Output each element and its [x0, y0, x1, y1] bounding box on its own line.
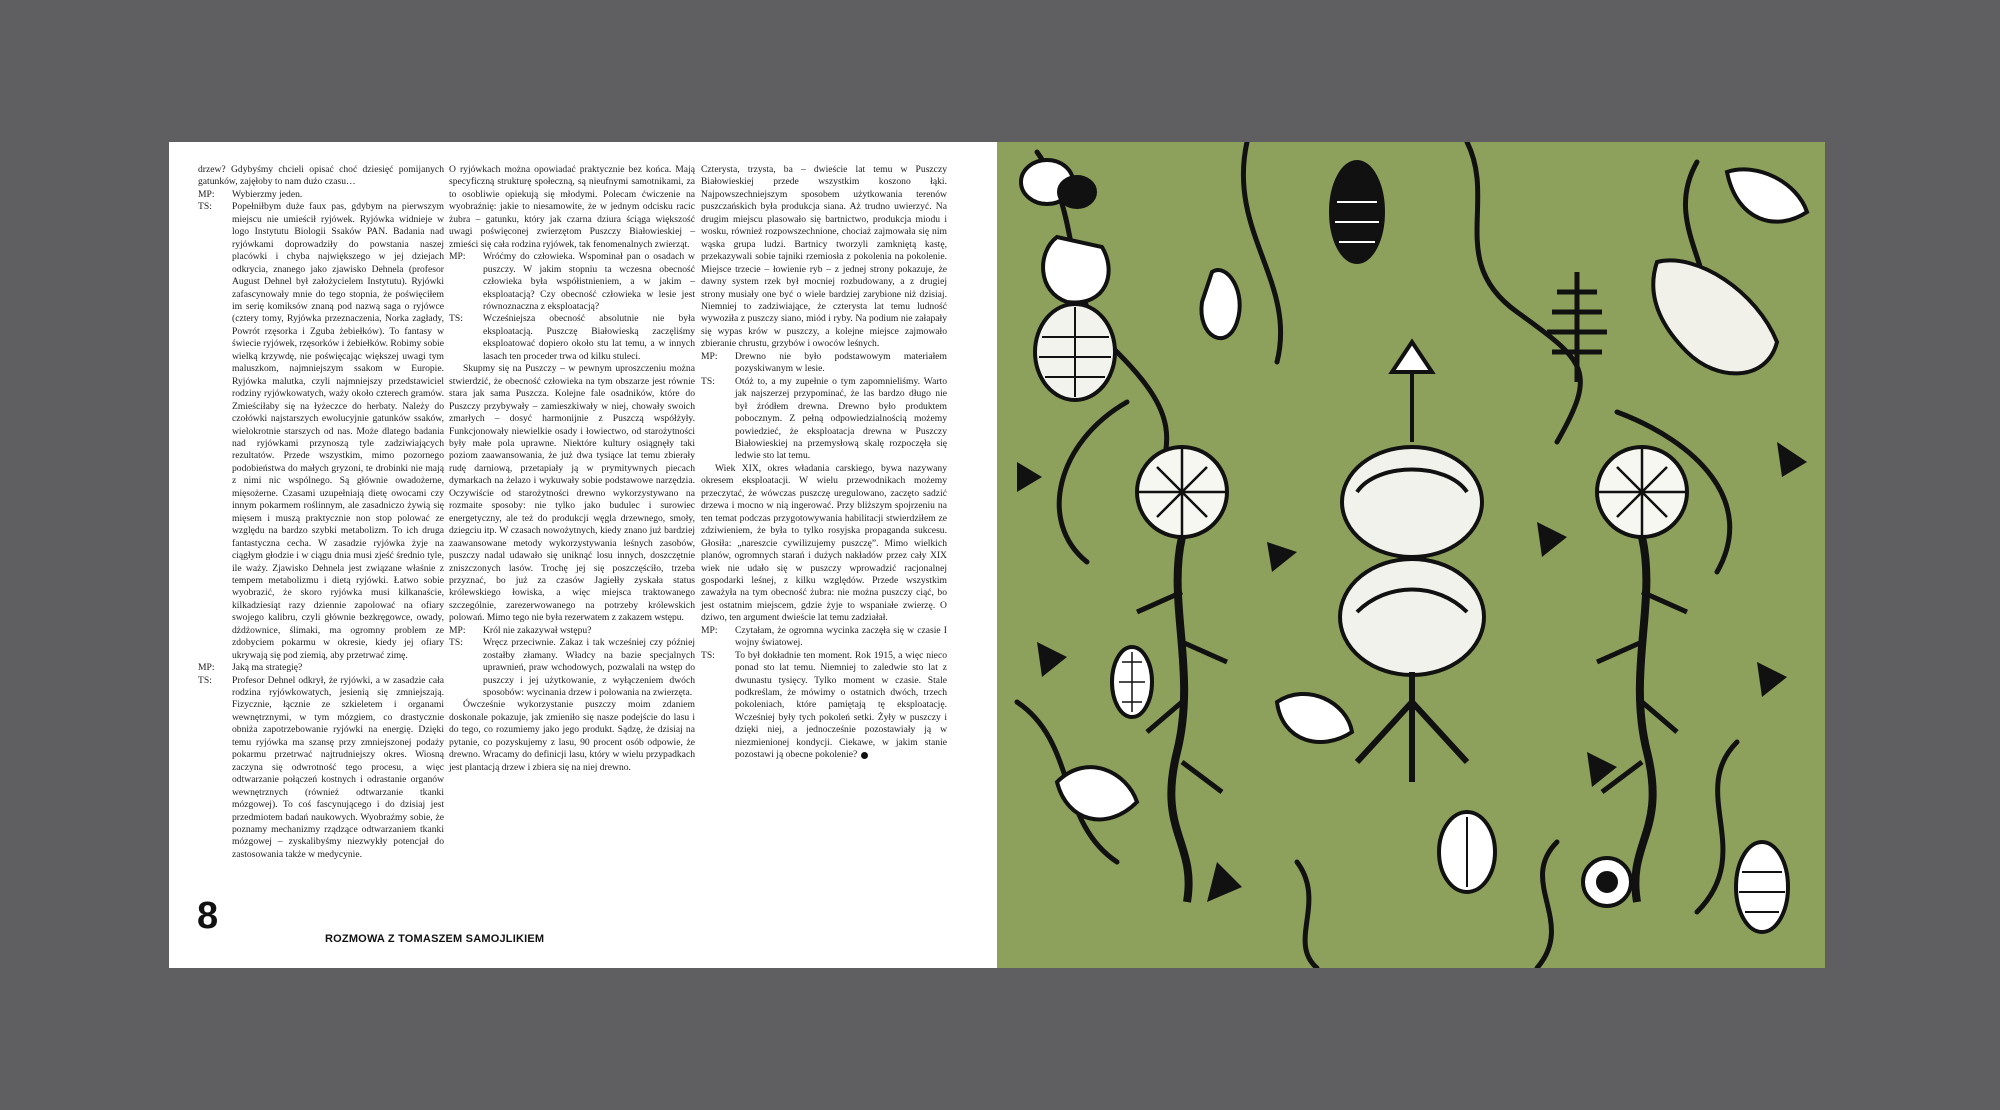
interview-turn — [198, 189, 444, 201]
interview-text: Drewno nie było podstawowym materiałem pozyskiwanym w lesie. — [735, 350, 947, 375]
interview-text: Jaką ma strategię? — [232, 662, 303, 674]
interview-turn — [701, 351, 947, 376]
interview-text: Czytałam, że ogromna wycinka zaczęła się w czasie I wojny światowej. — [735, 624, 947, 649]
text-column-3 — [701, 164, 947, 762]
text-column-1 — [198, 164, 444, 861]
illustration-page — [997, 142, 1825, 968]
speaker-label: MP: — [701, 350, 718, 362]
right-plant — [1597, 447, 1687, 902]
interview-turn — [701, 625, 947, 650]
speaker-label: TS: — [701, 649, 715, 661]
interview-turn — [449, 625, 695, 637]
paragraph: Ówcześnie wykorzystanie puszczy moim zdaniem doskonale pokazuje, jak zmieniło się nasze podejście do lasu i do tego, co rozumiemy jako jego produkt. Sądzę, że dzisiaj na pytanie, co pozyskujemy z lasu, 90 procent osób odpowie, że drewno. Wracamy do definicji lasu, który w wielu przypadkach jest plantacją drzew i zbiera się na niej drewno. — [449, 699, 695, 773]
running-head: ROZMOWA Z TOMASZEM SAMOJLIKIEM — [325, 933, 545, 945]
speaker-label: TS: — [198, 674, 212, 686]
magazine-spread — [169, 142, 1825, 968]
paragraph: Skupmy się na Puszczy – w pewnym uproszczeniu można stwierdzić, że obecność człowieka na tym obszarze jest równie stara jak sama Puszcza. Kolejne fale osadników, które do Puszczy przybywały – zamieszkiwały w niej, chowały swoich zmarłych – dosyć harmonijnie z Puszczą współżyły. Funkcjonowały niewielkie osady i łowiectwo, od starożytności były małe pola uprawne. Niektóre kultury osiągnęły taki poziom zaawansowania, że już dwa tysiące lat temu zbierały rudę darniową, przetapiały ją w prymitywnych piecach dymarkach na żelazo i wykuwały sobie podstawowe narzędzia. Oczywiście od starożytności drewno wykorzystywano na rozmaite sposoby: nie tylko jako budulec i surowiec energetyczny, ale też do produkcji węgla drzewnego, smoły, dziegciu itp. W czasach nowożytnych, kiedy znano już bardziej zaawansowane metody wykorzystywania leśnych zasobów, puszczy nadal udawało się uniknąć losu innych, doszczętnie zniszczonych lasów. Trochę jej się poszczęściło, trzeba przyznać, bo już za czasów Jagiełły zyskała status królewskiego łowiska, a więc miejsca traktowanego szczególnie, zarezerwowanego na potrzeby królewskich polowań. Mimo tego nie była rezerwatem z zakazem wstępu. — [449, 363, 695, 624]
paragraph: Czterysta, trzysta, ba – dwieście lat temu w Puszczy Białowieskiej przede wszystkim koszono łąki. Najpowszechniejszym sposobem użytkowania terenów puszczańskich była produkcja siana. Aż trudno uwierzyć. Na drugim miejscu plasowało się bartnictwo, produkcja miodu i wosku, również rozpowszechnione, chociaż zajmowała się nim wąska grupa ludzi. Bartnicy tworzyli zamkniętą kastę, przekazywali sobie tajniki rzemiosła z pokolenia na pokolenie. Miejsce trzecie – łowienie ryb – z jednej strony pokazuje, że dawny system rzek był mocniej rozbudowany, a z drugiej strony musiały one być o wiele bardziej zarybione niż dzisiaj. Niemniej to zadziwiające, że czterysta lat temu ludność wywoziła z puszczy siano, miód i ryby. Na podium nie załapały się wypas krów w puszczy, a kolejne miejsce zajmowało zbieranie chrustu, grzybów i owoców leśnych. — [701, 164, 947, 350]
central-creature — [1340, 342, 1484, 782]
speaker-label: MP: — [449, 251, 466, 263]
interview-turn — [198, 201, 444, 662]
end-mark — [861, 752, 868, 759]
speaker-label: TS: — [701, 375, 715, 387]
interview-turn — [449, 251, 695, 313]
interview-text: Wróćmy do człowieka. Wspominał pan o osadach w puszczy. W jakim stopniu ta wczesna obecność człowieka była współistnieniem, a w jakim – eksploatacją? Czy obecność człowieka w lesie jest równoznaczna z eksploatacją? — [483, 251, 695, 312]
speaker-label: TS: — [198, 201, 212, 213]
interview-text: Król nie zakazywał wstępu? — [483, 624, 592, 636]
text-column-2 — [449, 164, 695, 774]
interview-text: Otóż to, a my zupełnie o tym zapomnieliśmy. Warto jak najszerzej przypominać, że las bardzo długo nie był źródłem drewna. Drewno było produktem pobocznym. Z pełną odpowiedzialnością możemy powiedzieć, że eksploatacja drewna w Puszczy Białowieskiej na przemysłową skalę rozpoczęła się ledwie sto lat temu. — [735, 375, 947, 462]
interview-text: Wybierzmy jeden. — [232, 188, 303, 200]
speaker-label: MP: — [449, 624, 466, 636]
interview-text: Wcześniejsza obecność absolutnie nie była eksploatacją. Puszczę Białowieską zaczęliśmy eksploatować dopiero około stu lat temu, a w innych lasach ten proceder trwa od kilku stuleci. — [483, 313, 695, 362]
interview-turn — [701, 650, 947, 762]
speaker-label: TS: — [449, 313, 463, 325]
paragraph: O ryjówkach można opowiadać praktycznie bez końca. Mają specyficzną strukturę społeczną, są nieufnymi samotnikami, za to osobliwie opiekują się młodymi. Polecam ćwiczenie na wyobraźnię: jakie to niesamowite, że w jednym odcisku racic żubra – gatunku, który jak czarna dziura ściąga większość uwagi poświęconej zwierzętom Puszczy Białowieskiej – zmieści się cała rodzina ryjówek, tak fenomenalnych zwierząt. — [449, 164, 695, 250]
speaker-label: MP: — [701, 624, 718, 636]
forest-organisms-illustration — [997, 142, 1825, 968]
text-page — [169, 142, 997, 968]
paragraph: drzew? Gdybyśmy chcieli opisać choć dziesięć pomijanych gatunków, zajęłoby to nam dużo czasu… — [198, 164, 444, 188]
interview-text: To był dokładnie ten moment. Rok 1915, a więc nieco ponad sto lat temu. Niemniej to zaledwie sto lat z dwunastu tysięcy. Tylko moment w czasie. Stale podkreślam, że mówimy o ostatnich dwóch, trzech pokoleniach, które pamiętają tę eksploatację. Wcześniej były tych pokoleń setki. Żyły w puszczy i dzięki niej, a jednocześnie pozostawiały ją w niezmienionej kondycji. Ciekawe, w jakim stanie pozostawi ją obecne pokolenie? — [735, 649, 947, 761]
speaker-label: MP: — [198, 662, 215, 674]
page-number: 8 — [197, 895, 219, 937]
speaker-label: MP: — [198, 188, 215, 200]
interview-text: Profesor Dehnel odkrył, że ryjówki, a w zasadzie cała rodzina ryjówkowatych, jesienią się zmniejszają. Fizycznie, łącznie ze szkieletem i organami wewnętrznymi, w tym mózgiem, co drastycznie obniża zapotrzebowanie ryjówki na energię. Dzięki temu ryjówka ma szansę przy zmniejszonej podaży pokarmu przetrwać najtrudniejszy okres. Wiosną zaczyna się odwrotność tego procesu, a więc odtwarzanie połączeń kostnych i odrastanie organów wewnętrznych (również odtwarzanie tkanki mózgowej). To coś fascynującego i do dzisiaj jest przedmiotem badań naukowych. Wyobraźmy sobie, że poznamy mechanizmy rządzące odtwarzaniem tkanki mózgowej – zyskalibyśmy niezwykły potencjał do zastosowania także w medycynie. — [232, 674, 444, 860]
interview-turn — [198, 662, 444, 674]
interview-turn — [701, 376, 947, 463]
interview-text: Wręcz przeciwnie. Zakaz i tak wcześniej czy później zostałby złamany. Władcy na bazie specjalnych uprawnień, praw wchodowych, pozwalali na wstęp do puszczy i jej użytkowanie, z wyłączeniem dwóch sposobów: wycinania drzew i polowania na zwierzęta. — [483, 637, 695, 699]
interview-turn — [449, 313, 695, 363]
interview-turn — [198, 675, 444, 862]
paragraph: Wiek XIX, okres władania carskiego, bywa nazywany okresem eksploatacji. W wielu przewodnikach możemy przeczytać, że wówczas puszczę uregulowano, zaczęto sadzić drzewa i mocno w nią ingerować. Przy bliższym spojrzeniu na ten temat podczas przygotowywania habilitacji stwierdziłem ze zdziwieniem, że była to tylko rosyjska propaganda sukcesu. Głosiła: „nareszcie cywilizujemy puszczę”. Mimo wielkich planów, ogromnych starań i dużych nakładów przez cały XIX wiek nie udało się w puszczy wprowadzić racjonalnej gospodarki leśnej, z kilku względów. Przede wszystkim zaważyła na tym obecność żubra: nie można puszczy ciąć, bo jest ostatnim miejscem, gdzie żyje to wspaniałe zwierzę. O dziwo, ten argument dwieście lat temu zadziałał. — [701, 462, 947, 624]
speaker-label: TS: — [449, 637, 463, 649]
interview-turn — [449, 637, 695, 699]
interview-text: Popełniłbym duże faux pas, gdybym na pierwszym miejscu nie umieścił ryjówek. Ryjówka widnieje w logo Instytutu Biologii Ssaków PAN. Badania nad ryjówkami doprowadziły do powstania naszej placówki i chyba największego w jej dziejach odkrycia, znanego jako zjawisko Dehnela (profesor August Dehnel był założycielem Instytutu). Ryjówki zafascynowały mnie do tego stopnia, że poświęciłem im serię komiksów znaną pod nazwą saga o ryjówce (cztery tomy, Ryjówka przeznaczenia, Norka zagłady, Powrót rzęsorka i Zguba żebiełków). To fantasy w świecie ryjówek, rzęsorków i żebiełków. Robimy sobie wielką krzywdę, nie poświęcając większej uwagi tym maluszkom, najmniejszym ssakom w Europie. Ryjówka malutka, czyli najmniejszy przedstawiciel rodziny ryjówkowatych, waży około czterech gramów. Zmieściłaby się na łyżeczce do herbaty. Należy do czołówki najstarszych ewolucyjnie gatunków ssaków, wielokrotnie starszych od nas. Może dlatego badania nad ryjówkami przynoszą tyle zadziwiających rezultatów. Przede wszystkim, mimo pozornego podobieństwa do małych gryzoni, te drobinki nie mają z nimi nic wspólnego. Są głównie owadożerne, mięsożerne. Czasami uzupełniają dietę owocami czy innym pokarmem roślinnym, ale zasadniczo żywią się mięsem i muszą praktycznie non stop polować ze względu na bardzo szybki metabolizm. To ich druga fantastyczna cecha. W zasadzie ryjówka żyje na ciągłym głodzie i w ciągu dnia musi zjeść średnio tyle, ile waży. Zjawisko Dehnela jest związane właśnie z tempem metabolizmu i dietą ryjówki. Łatwo sobie wyobrazić, że skoro ryjówka musi kilkanaście, kilkadziesiąt razy dziennie zapolować na ofiary swojego kalibru, czyli głównie bezkręgowce, owady, dżdżownice, ślimaki, ma ogromny problem ze zdobyciem pokarmu w okresie, kiedy jej ofiary ukrywają się pod ziemią, aby przetrwać zimę. — [232, 201, 444, 661]
